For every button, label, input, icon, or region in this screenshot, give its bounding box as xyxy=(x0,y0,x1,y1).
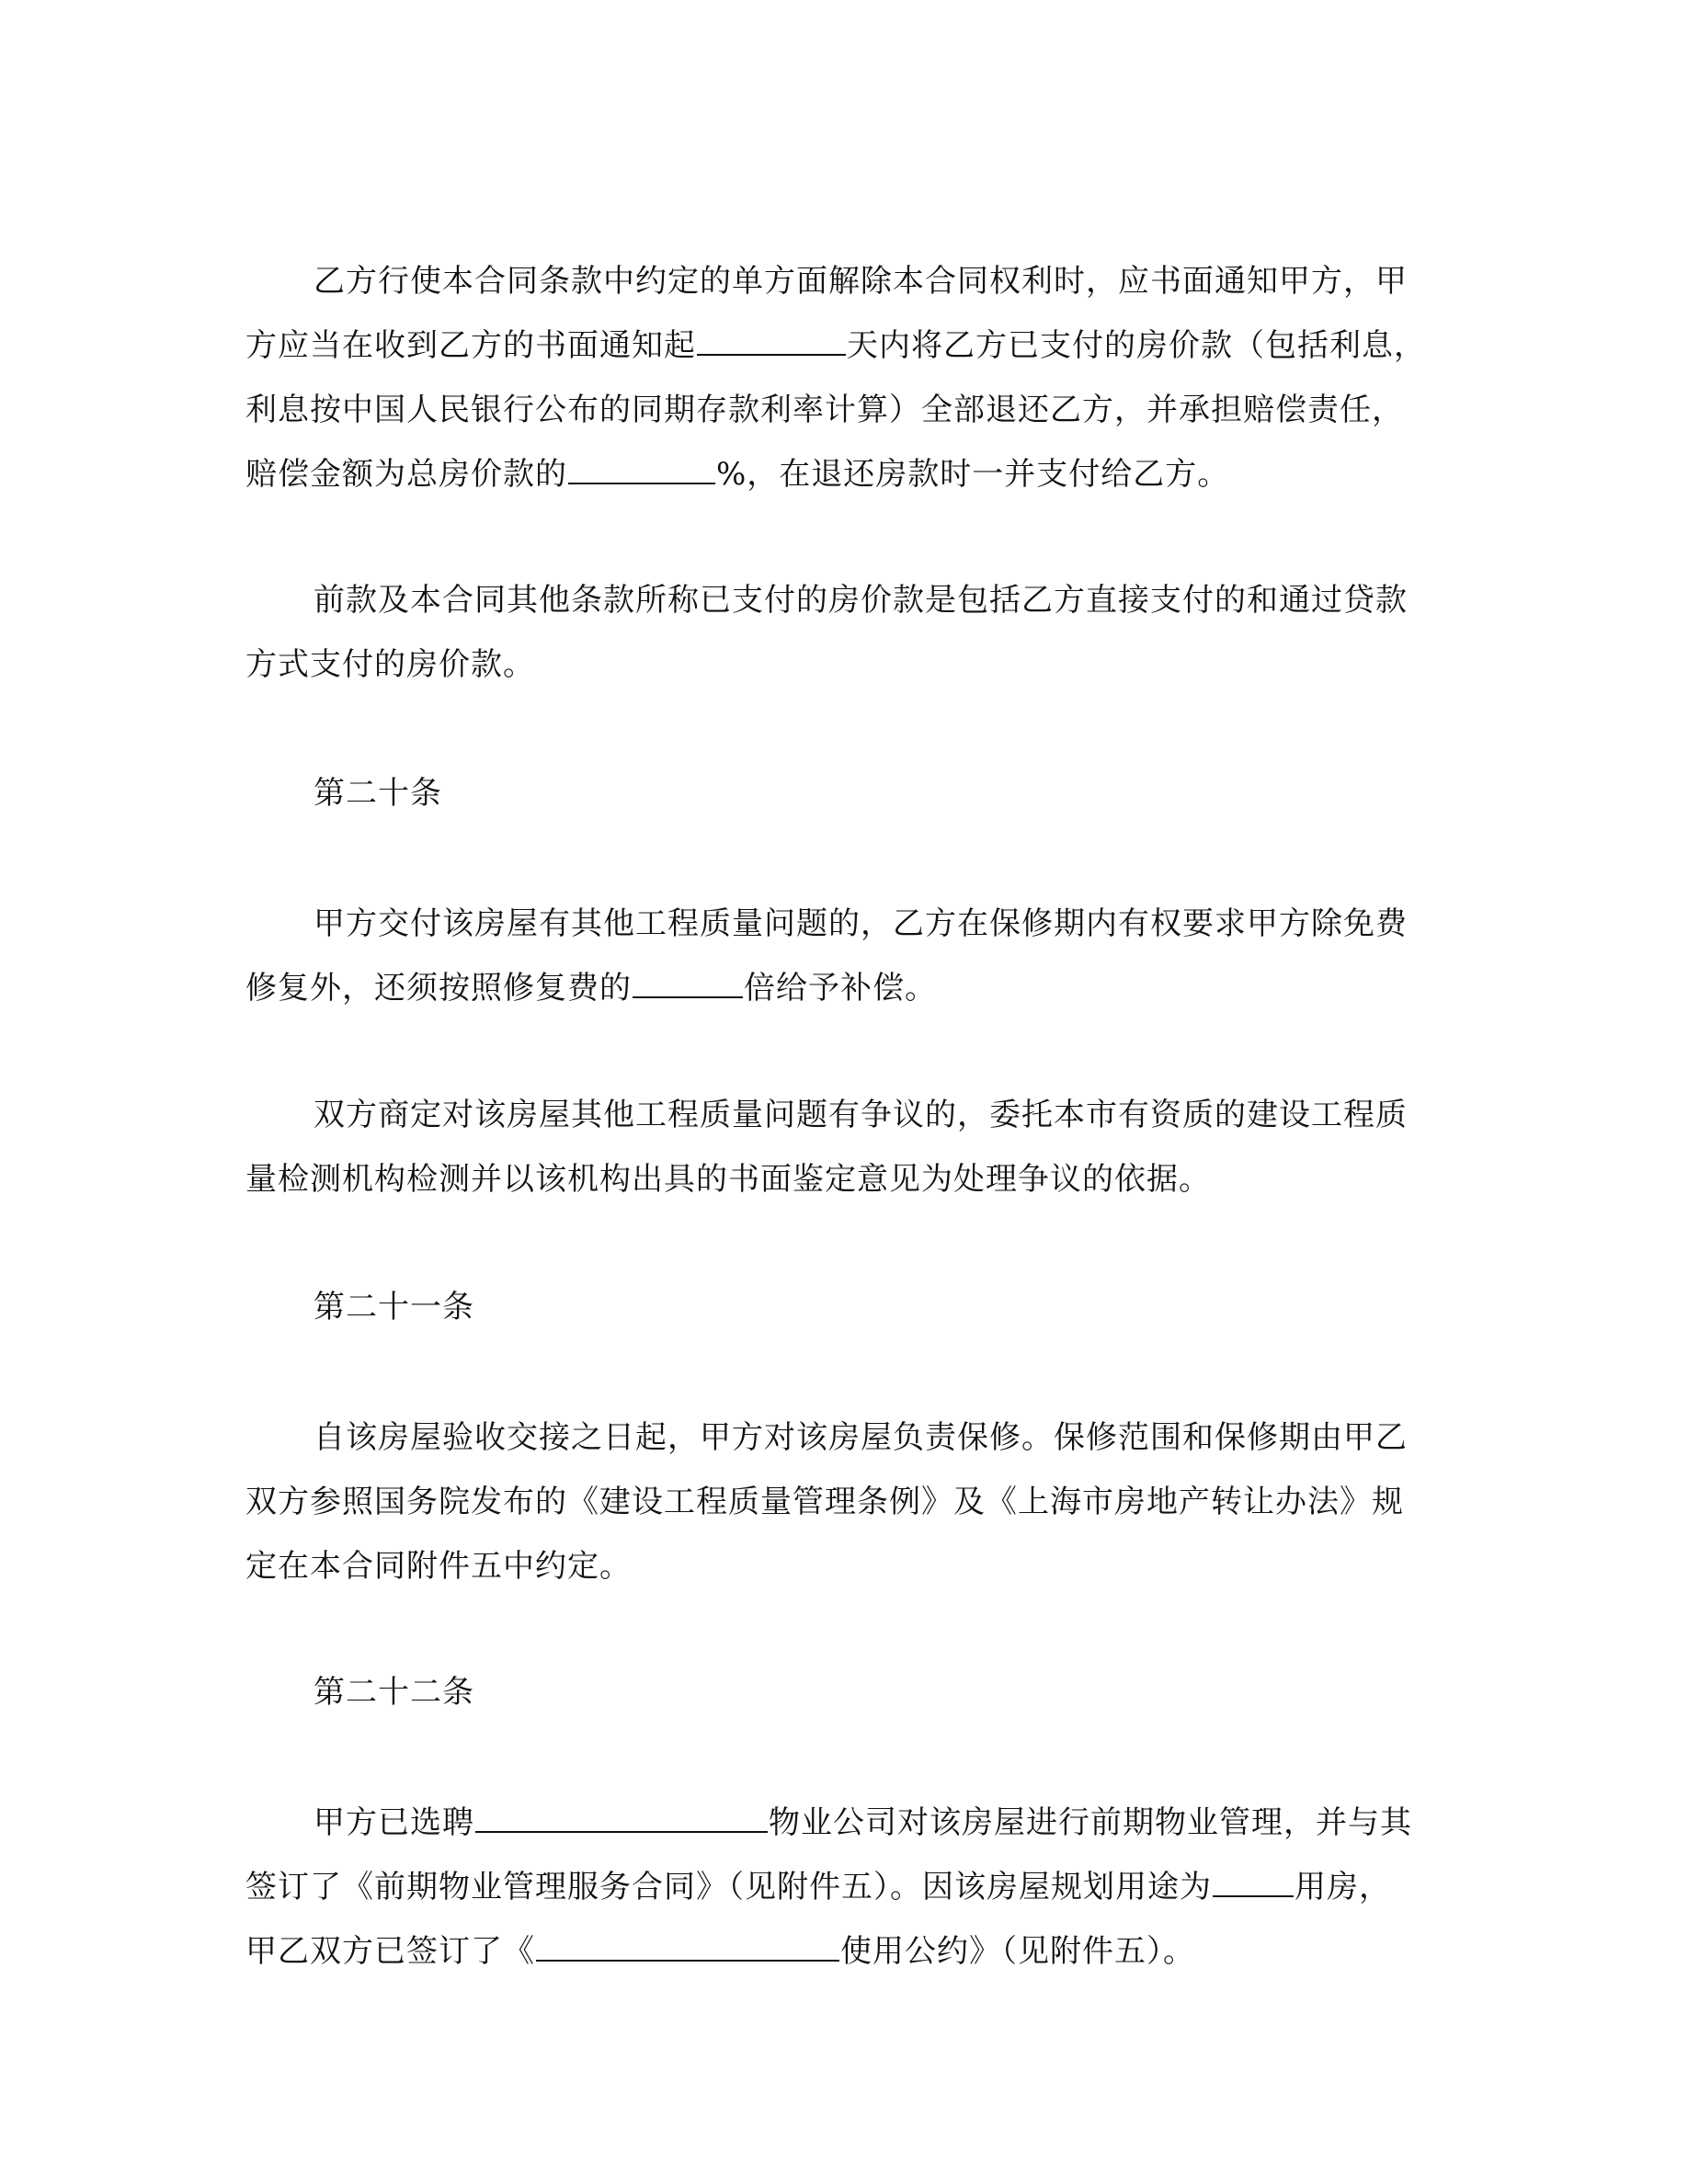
text-segment: 方应当在收到乙方的书面通知起 xyxy=(245,327,696,364)
text-line: 量检测机构检测并以该机构出具的书面鉴定意见为处理争议的依据。 xyxy=(245,1161,1211,1198)
text-line: 自该房屋验收交接之日起，甲方对该房屋负责保修。保修范围和保修期由甲乙 xyxy=(314,1419,1408,1456)
article-22-heading xyxy=(245,1660,1441,1724)
text-line: 方式支付的房价款。 xyxy=(245,646,535,683)
multiplier-blank-field[interactable] xyxy=(633,965,743,998)
text-line: 定在本合同附件五中约定。 xyxy=(245,1548,632,1585)
text-segment: 使用公约》（见附件五）。 xyxy=(840,1933,1195,1970)
article-21-heading xyxy=(245,1275,1441,1339)
text-segment: 修复外，还须按照修复费的 xyxy=(245,970,632,1007)
text-line xyxy=(245,313,1441,378)
heading-text: 第二十二条 xyxy=(314,1674,474,1711)
text-segment: 天内将乙方已支付的房价款（包括利息， xyxy=(847,327,1426,364)
text-segment: 赔偿金额为总房价款的 xyxy=(245,456,567,493)
text-segment: 甲乙双方已签订了《 xyxy=(245,1933,535,1970)
paragraph-quality-compensation xyxy=(245,892,1441,1020)
text-line xyxy=(245,442,1441,506)
text-line xyxy=(245,956,1441,1020)
paragraph-termination-notice xyxy=(245,249,1441,506)
text-line: 利息按中国人民银行公布的同期存款利率计算）全部退还乙方，并承担赔偿责任， xyxy=(245,392,1404,428)
text-line: 双方商定对该房屋其他工程质量问题有争议的，委托本市有资质的建设工程质 xyxy=(314,1097,1408,1133)
article-20-heading xyxy=(245,761,1441,825)
paragraph-property-management xyxy=(245,1791,1441,1984)
days-blank-field[interactable] xyxy=(697,323,846,356)
percentage-blank-field[interactable] xyxy=(568,451,715,484)
text-segment: 用房， xyxy=(1295,1869,1391,1905)
planned-use-blank-field[interactable] xyxy=(1213,1864,1294,1897)
text-line xyxy=(245,1919,1441,1984)
text-segment: 物业公司对该房屋进行前期物业管理，并与其 xyxy=(769,1804,1412,1841)
text-line: 乙方行使本合同条款中约定的单方面解除本合同权利时，应书面通知甲方，甲 xyxy=(314,263,1408,300)
paragraph-paid-price-definition xyxy=(245,568,1441,697)
text-line: 双方参照国务院发布的《建设工程质量管理条例》及《上海市房地产转让办法》规 xyxy=(245,1484,1404,1520)
text-segment: 倍给予补偿。 xyxy=(744,970,937,1007)
paragraph-quality-dispute xyxy=(245,1083,1441,1211)
text-line: 甲方交付该房屋有其他工程质量问题的，乙方在保修期内有权要求甲方除免费 xyxy=(314,905,1408,942)
paragraph-warranty xyxy=(245,1405,1441,1598)
usage-agreement-blank-field[interactable] xyxy=(536,1928,839,1962)
text-segment: 甲方已选聘 xyxy=(314,1804,474,1841)
property-company-blank-field[interactable] xyxy=(475,1800,768,1833)
text-line: 前款及本合同其他条款所称已支付的房价款是包括乙方直接支付的和通过贷款 xyxy=(314,582,1408,619)
text-segment: %，在退还房款时一并支付给乙方。 xyxy=(716,456,1230,493)
heading-text: 第二十一条 xyxy=(314,1289,474,1325)
heading-text: 第二十条 xyxy=(314,775,442,812)
text-segment: 签订了《前期物业管理服务合同》（见附件五）。因该房屋规划用途为 xyxy=(245,1869,1212,1905)
text-line xyxy=(245,1855,1441,1919)
text-line xyxy=(245,1791,1441,1855)
